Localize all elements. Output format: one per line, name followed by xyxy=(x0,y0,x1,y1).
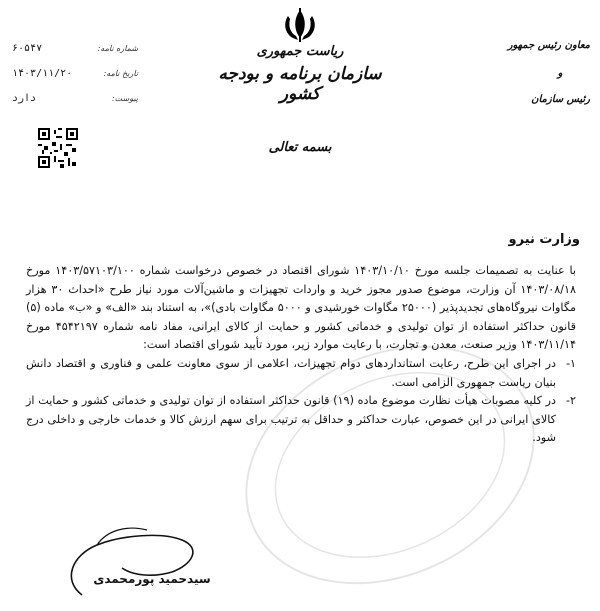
letter-attachment-label: پیوست: xyxy=(111,93,138,103)
bismillah-heading: بسمه تعالی xyxy=(268,140,332,155)
list-item xyxy=(26,392,576,448)
item-number: ۱- xyxy=(565,356,576,370)
letter-number-value: ۶۰۵۴۷ xyxy=(12,42,43,54)
addressee-and: و xyxy=(557,68,563,79)
letter-number xyxy=(8,40,138,56)
body-intro: با عنایت به تصمیمات جلسه مورخ ۱۴۰۳/۱۰/۱۰ شورای اقتصاد در خصوص درخواست شماره ۱۴۰۳/۵۷۱۰۳/۱۰۰ مورخ ۱۴۰۳/۰۸/۱۸ آن وزارت، موضوع صدور مجوز خرید و واردات تجهیزات و ماشین‌آلات مورد نیاز طرح «احداث ۳۰ هزار مگاوات نیروگاه‌های تجدیدپذیر (۲۵۰۰۰ مگاوات خورشیدی و ۵۰۰۰ مگاوات بادی)»، به استناد بند «الف» و «ب» ماده (۵) قانون حداکثر استفاده از توان تولیدی و خدماتی کشور و حمایت از کالای ایرانی، مفاد نامه شماره ۴۵۴۲۱۹۷ مورخ ۱۴۰۳/۱۱/۱۴ وزیر صنعت، معدن و تجارت، با رعایت موارد زیر، مورد تأیید شورای اقتصاد است: xyxy=(26,264,577,352)
handwritten-signature xyxy=(52,520,282,600)
letter-body xyxy=(26,262,576,448)
list-item xyxy=(26,355,576,392)
org-line1: ریاست جمهوری xyxy=(256,44,344,59)
item-text: در اجرای این طرح، رعایت استانداردهای دوام تجهیزات، اعلامی از سوی معاونت علمی و فناوری و اقتصاد دانش بنیان ریاست جمهوری الزامی است. xyxy=(26,356,556,389)
letter-date-value: ۱۴۰۳/۱۱/۲۰ xyxy=(12,67,73,79)
state-emblem-icon xyxy=(278,6,322,44)
recipient: وزارت نیرو xyxy=(508,232,580,247)
letter-date xyxy=(8,65,138,81)
qr-code-icon xyxy=(38,128,78,168)
signer-name: سیدحمید پورمحمدی xyxy=(93,572,211,586)
letter-number-label: شماره نامه: xyxy=(97,43,138,53)
org-line2: سازمان برنامه و بودجه کشور xyxy=(218,64,382,104)
addressee-line1: معاون رئیس جمهور xyxy=(507,40,590,51)
item-text: در کلیه مصوبات هیأت نظارت موضوع ماده (۱۹) قانون حداکثر استفاده از توان تولیدی و خدماتی کشور و حمایت از کالای ایرانی در این خصوص، عبارت حداکثر و حداقل به ترتیب برای سهم ارزش کالا و خدمات خارجی و داخلی درج شود. xyxy=(26,394,556,445)
addressee-line2: رئیس سازمان xyxy=(531,94,590,105)
letter-attachment-value: دارد xyxy=(12,92,37,104)
item-number: ۲- xyxy=(565,394,576,408)
letter-date-label: تاریخ نامه: xyxy=(103,68,138,78)
letter-attachment xyxy=(8,90,138,106)
